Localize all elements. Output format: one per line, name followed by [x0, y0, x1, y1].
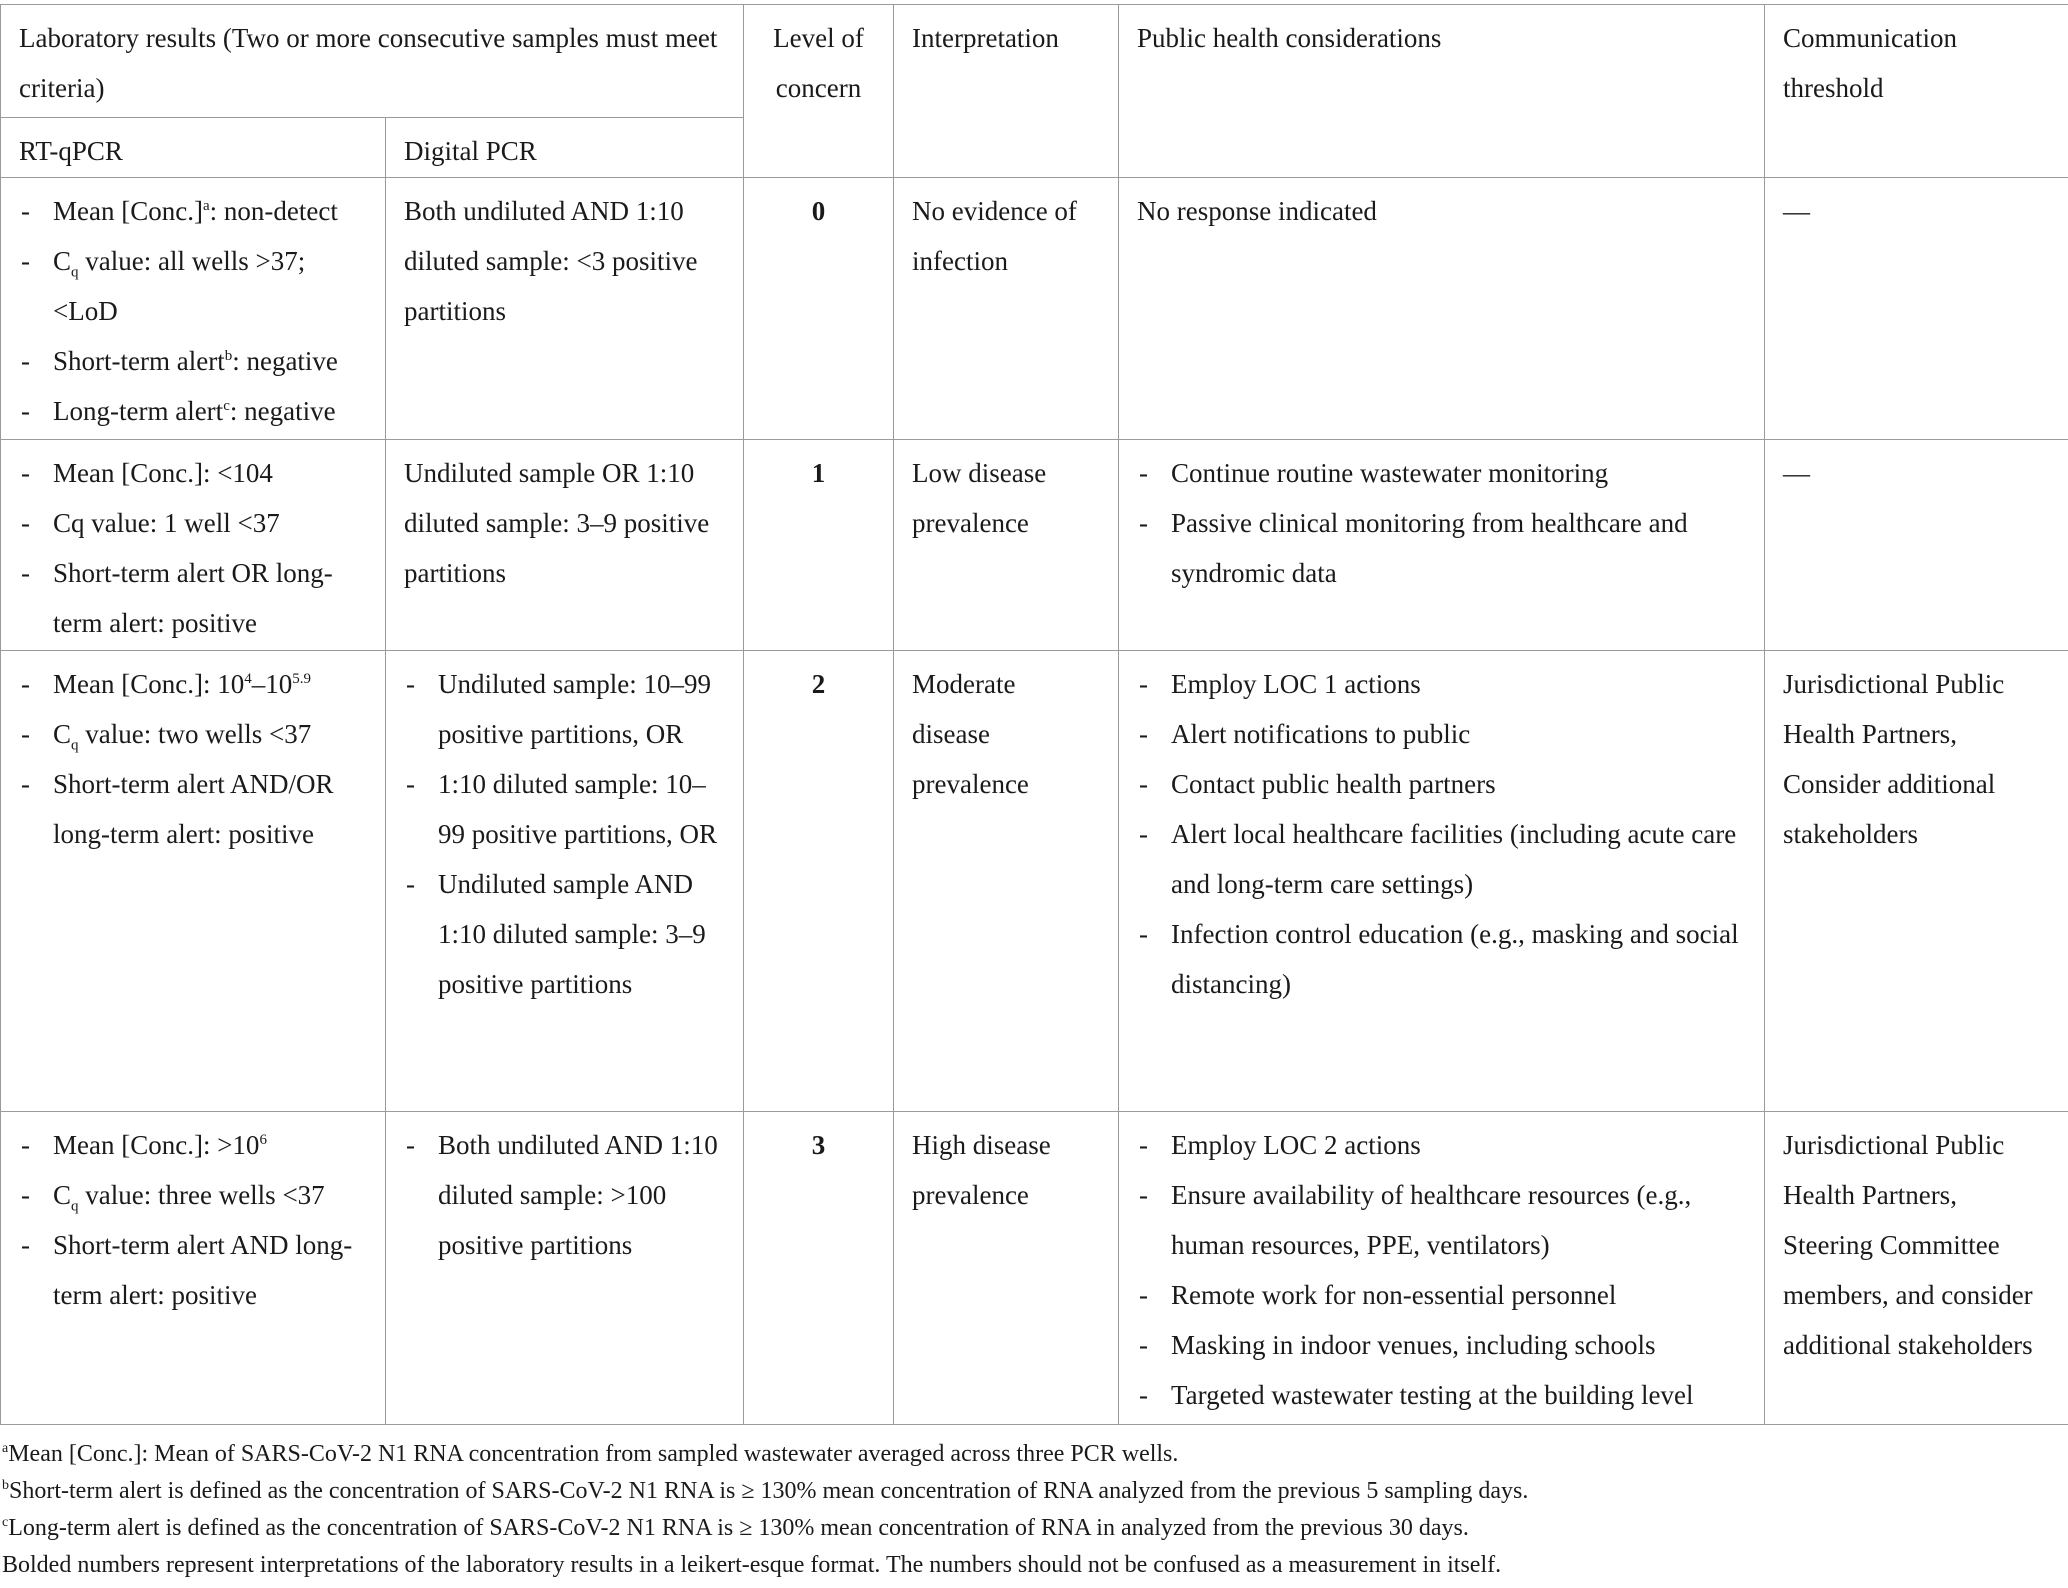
- header-level-of-concern: Level of concern: [744, 5, 894, 178]
- list-item: - $C_q$ value: two wells <37: [19, 709, 367, 759]
- rtqpcr-cell: [1, 178, 386, 440]
- digital-pcr-cell: Undiluted sample OR 1:10 diluted sample: 3–9 positive partitions: [386, 440, 744, 651]
- list-item: - Targeted wastewater testing at the building level: [1137, 1370, 1746, 1420]
- rtqpcr-cell: [1, 651, 386, 1112]
- header-public-health: Public health considerations: [1119, 5, 1765, 178]
- list-item: - Alert notifications to public: [1137, 709, 1746, 759]
- public-health-cell: No response indicated: [1119, 178, 1765, 440]
- interpretation-cell: High disease prevalence: [894, 1112, 1119, 1425]
- list-item: - 1:10 diluted sample: 10–99 positive partitions, OR: [404, 759, 725, 859]
- level-of-concern-table: [0, 4, 2068, 1425]
- interpretation-cell: Low disease prevalence: [894, 440, 1119, 651]
- communication-threshold-cell: —: [1765, 440, 2068, 651]
- header-lab-results: Laboratory results (Two or more consecutive samples must meet criteria): [1, 5, 744, 118]
- rtqpcr-cell: [1, 440, 386, 651]
- communication-threshold-cell: Jurisdictional Public Health Partners, Consider additional stakeholders: [1765, 651, 2068, 1112]
- digital-pcr-cell: [386, 1112, 744, 1425]
- list-item: - Short-term alert AND long-term alert: positive: [19, 1220, 367, 1320]
- footnote-bold-note: Bolded numbers represent interpretations of the laboratory results in a leikert-esque format. The numbers should not be confused as a measurement in itself.: [2, 1552, 1502, 1578]
- list-item: - Employ LOC 1 actions: [1137, 659, 1746, 709]
- digital-pcr-cell: Both undiluted AND 1:10 diluted sample: <3 positive partitions: [386, 178, 744, 440]
- communication-threshold-cell: Jurisdictional Public Health Partners, Steering Committee members, and consider additional stakeholders: [1765, 1112, 2068, 1425]
- list-item: - Contact public health partners: [1137, 759, 1746, 809]
- list-item: - Ensure availability of healthcare resources (e.g., human resources, PPE, ventilators): [1137, 1170, 1746, 1270]
- interpretation-cell: No evidence of infection: [894, 178, 1119, 440]
- communication-threshold-cell: —: [1765, 178, 2068, 440]
- table-row: [1, 1112, 2068, 1425]
- list-item: - Mean [Conc.]$^a$: non-detect: [19, 186, 367, 236]
- table-row: [1, 651, 2068, 1112]
- list-item: - $C_q$ value: all wells >37; <LoD: [19, 236, 367, 336]
- level-of-concern-value: 1: [744, 440, 894, 651]
- list-item: - Passive clinical monitoring from healthcare and syndromic data: [1137, 498, 1746, 598]
- list-item: - Mean [Conc.]: $10^4-10^{5.9}$: [19, 659, 367, 709]
- list-item: - Long-term alert$^c$: negative: [19, 386, 367, 436]
- list-item: - $C_q$ value: three wells <37: [19, 1170, 367, 1220]
- list-item: - Both undiluted AND 1:10 diluted sample: >100 positive partitions: [404, 1120, 725, 1270]
- table-row: [1, 440, 2068, 651]
- level-of-concern-value: 2: [744, 651, 894, 1112]
- footnote-b: $^b$Short-term alert is defined as the concentration of SARS-CoV-2 N1 RNA is ≥ 130% mean concentration of RNA analyzed from the previous 5 sampling days.: [2, 1478, 1529, 1504]
- public-health-cell: [1119, 440, 1765, 651]
- list-item: - Cq value: 1 well <37: [19, 498, 367, 548]
- list-item: - Undiluted sample AND 1:10 diluted sample: 3–9 positive partitions: [404, 859, 725, 1009]
- table-footnotes: [2, 1436, 1528, 1584]
- footnote-c: $^c$Long-term alert is defined as the concentration of SARS-CoV-2 N1 RNA is ≥ 130% mean concentration of RNA in analyzed from the previous 30 days.: [2, 1515, 1469, 1541]
- header-communication-threshold: Communication threshold: [1765, 5, 2068, 178]
- list-item: - Short-term alert$^b$: negative: [19, 336, 367, 386]
- rtqpcr-cell: [1, 1112, 386, 1425]
- list-item: - Mean [Conc.]: <104: [19, 448, 367, 498]
- list-item: - Mean [Conc.]: $>10^6$: [19, 1120, 367, 1170]
- list-item: - Short-term alert OR long-term alert: positive: [19, 548, 367, 648]
- level-of-concern-value: 0: [744, 178, 894, 440]
- header-interpretation: Interpretation: [894, 5, 1119, 178]
- list-item: - Employ LOC 2 actions: [1137, 1120, 1746, 1170]
- list-item: - Masking in indoor venues, including schools: [1137, 1320, 1746, 1370]
- header-digital-pcr: Digital PCR: [386, 118, 744, 178]
- list-item: - Alert local healthcare facilities (including acute care and long-term care settings): [1137, 809, 1746, 909]
- list-item: - Continue routine wastewater monitoring: [1137, 448, 1746, 498]
- footnote-a: $^a$Mean [Conc.]: Mean of SARS-CoV-2 N1 RNA concentration from sampled wastewater averaged across three PCR wells.: [2, 1441, 1179, 1467]
- list-item: - Infection control education (e.g., masking and social distancing): [1137, 909, 1746, 1009]
- list-item: - Undiluted sample: 10–99 positive partitions, OR: [404, 659, 725, 759]
- table-row: [1, 178, 2068, 440]
- list-item: - Short-term alert AND/OR long-term alert: positive: [19, 759, 367, 859]
- public-health-cell: [1119, 651, 1765, 1112]
- list-item: - Remote work for non-essential personnel: [1137, 1270, 1746, 1320]
- public-health-cell: [1119, 1112, 1765, 1425]
- digital-pcr-cell: [386, 651, 744, 1112]
- header-rtqpcr: RT-qPCR: [1, 118, 386, 178]
- level-of-concern-value: 3: [744, 1112, 894, 1425]
- interpretation-cell: Moderate disease prevalence: [894, 651, 1119, 1112]
